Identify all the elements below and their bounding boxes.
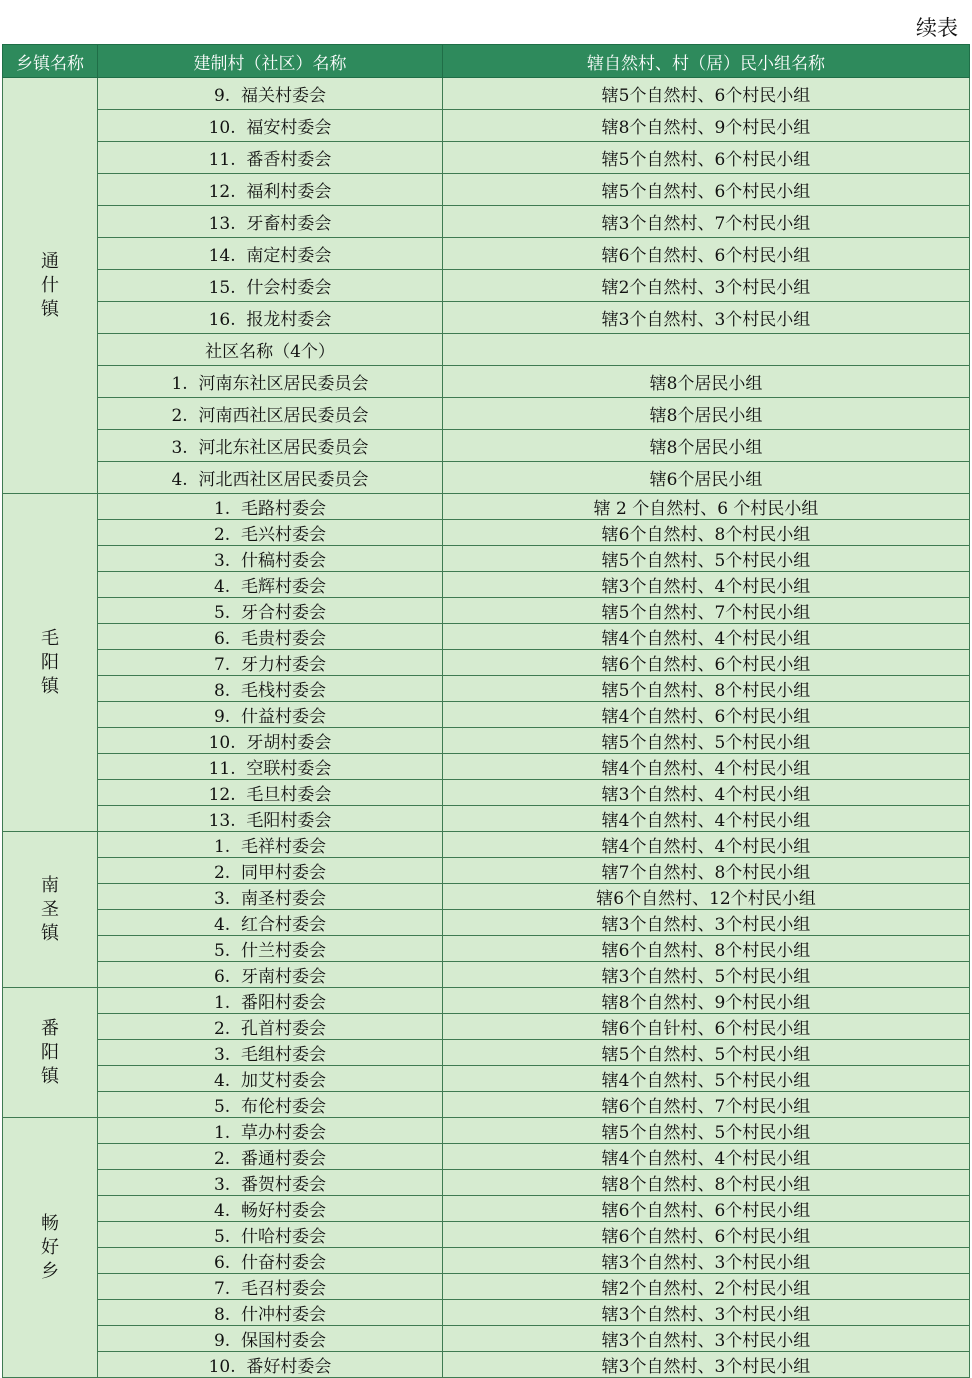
village-cell: 10. 番好村委会 xyxy=(98,1352,443,1378)
village-cell: 4. 河北西社区居民委员会 xyxy=(98,462,443,494)
table-row xyxy=(3,302,970,334)
table-row xyxy=(3,624,970,650)
village-cell: 7. 牙力村委会 xyxy=(98,650,443,676)
groups-cell: 辖3个自然村、5个村民小组 xyxy=(443,962,970,988)
groups-cell: 辖5个自然村、8个村民小组 xyxy=(443,676,970,702)
groups-cell: 辖4个自然村、4个村民小组 xyxy=(443,832,970,858)
village-cell: 8. 什冲村委会 xyxy=(98,1300,443,1326)
groups-cell: 辖8个自然村、8个村民小组 xyxy=(443,1170,970,1196)
groups-cell: 辖3个自然村、4个村民小组 xyxy=(443,780,970,806)
village-cell: 10. 牙胡村委会 xyxy=(98,728,443,754)
groups-cell: 辖5个自然村、5个村民小组 xyxy=(443,1118,970,1144)
town-name-char: 什 xyxy=(41,274,59,296)
village-table xyxy=(2,44,970,1378)
town-name-char: 阳 xyxy=(41,651,59,673)
groups-cell: 辖8个居民小组 xyxy=(443,398,970,430)
groups-cell: 辖5个自然村、5个村民小组 xyxy=(443,546,970,572)
groups-cell xyxy=(443,334,970,366)
table-row xyxy=(3,1066,970,1092)
groups-cell: 辖8个居民小组 xyxy=(443,430,970,462)
groups-cell: 辖3个自然村、3个村民小组 xyxy=(443,302,970,334)
table-row xyxy=(3,1326,970,1352)
groups-cell: 辖4个自然村、4个村民小组 xyxy=(443,1144,970,1170)
village-cell: 4. 畅好村委会 xyxy=(98,1196,443,1222)
table-row xyxy=(3,728,970,754)
table-row xyxy=(3,1248,970,1274)
groups-cell: 辖5个自然村、6个村民小组 xyxy=(443,142,970,174)
table-row xyxy=(3,936,970,962)
table-row xyxy=(3,398,970,430)
groups-cell: 辖6个自然村、6个村民小组 xyxy=(443,650,970,676)
table-row xyxy=(3,462,970,494)
header-groups: 辖自然村、村（居）民小组名称 xyxy=(443,45,970,78)
table-row xyxy=(3,806,970,832)
groups-cell: 辖4个自然村、4个村民小组 xyxy=(443,754,970,780)
village-cell: 6. 牙南村委会 xyxy=(98,962,443,988)
village-cell: 2. 同甲村委会 xyxy=(98,858,443,884)
table-row xyxy=(3,780,970,806)
continued-table-note: 续表 xyxy=(916,16,958,40)
table-row xyxy=(3,1092,970,1118)
town-name-char: 好 xyxy=(41,1236,59,1258)
town-name-char: 畅 xyxy=(41,1212,59,1234)
groups-cell: 辖6个自然村、6个村民小组 xyxy=(443,1222,970,1248)
table-row xyxy=(3,1170,970,1196)
table-row xyxy=(3,884,970,910)
village-cell: 5. 什哈村委会 xyxy=(98,1222,443,1248)
groups-cell: 辖8个自然村、9个村民小组 xyxy=(443,988,970,1014)
village-cell: 1. 草办村委会 xyxy=(98,1118,443,1144)
table-row xyxy=(3,1196,970,1222)
table-row xyxy=(3,238,970,270)
village-cell: 2. 孔首村委会 xyxy=(98,1014,443,1040)
header-town: 乡镇名称 xyxy=(3,45,98,78)
table-row xyxy=(3,650,970,676)
village-cell: 9. 什益村委会 xyxy=(98,702,443,728)
village-cell: 1. 毛祥村委会 xyxy=(98,832,443,858)
town-name-char: 番 xyxy=(41,1017,59,1039)
town-name-char: 镇 xyxy=(41,922,59,944)
table-row xyxy=(3,366,970,398)
village-cell: 9. 福关村委会 xyxy=(98,78,443,110)
village-cell: 社区名称（4个） xyxy=(98,334,443,366)
groups-cell: 辖4个自然村、4个村民小组 xyxy=(443,624,970,650)
town-name-char: 乡 xyxy=(41,1260,59,1282)
groups-cell: 辖6个自然村、12个村民小组 xyxy=(443,884,970,910)
groups-cell: 辖5个自然村、5个村民小组 xyxy=(443,1040,970,1066)
town-name-char: 通 xyxy=(41,250,59,272)
village-cell: 12. 福利村委会 xyxy=(98,174,443,206)
town-name-cell xyxy=(3,1118,98,1378)
groups-cell: 辖3个自然村、3个村民小组 xyxy=(443,910,970,936)
groups-cell: 辖2个自然村、3个村民小组 xyxy=(443,270,970,302)
village-cell: 13. 牙畜村委会 xyxy=(98,206,443,238)
table-row xyxy=(3,520,970,546)
table-row xyxy=(3,1118,970,1144)
village-cell: 12. 毛旦村委会 xyxy=(98,780,443,806)
village-cell: 16. 报龙村委会 xyxy=(98,302,443,334)
table-row xyxy=(3,910,970,936)
groups-cell: 辖3个自然村、3个村民小组 xyxy=(443,1300,970,1326)
village-cell: 1. 河南东社区居民委员会 xyxy=(98,366,443,398)
table-row xyxy=(3,1222,970,1248)
town-name-cell xyxy=(3,494,98,832)
village-cell: 3. 河北东社区居民委员会 xyxy=(98,430,443,462)
village-cell: 2. 番通村委会 xyxy=(98,1144,443,1170)
table-row xyxy=(3,832,970,858)
groups-cell: 辖3个自然村、4个村民小组 xyxy=(443,572,970,598)
groups-cell: 辖5个自然村、5个村民小组 xyxy=(443,728,970,754)
village-cell: 6. 毛贵村委会 xyxy=(98,624,443,650)
table-row xyxy=(3,110,970,142)
village-cell: 5. 什兰村委会 xyxy=(98,936,443,962)
table-row xyxy=(3,174,970,206)
table-row xyxy=(3,78,970,110)
groups-cell: 辖8个居民小组 xyxy=(443,366,970,398)
groups-cell: 辖3个自然村、3个村民小组 xyxy=(443,1352,970,1378)
town-name-char: 圣 xyxy=(41,898,59,920)
village-cell: 4. 加艾村委会 xyxy=(98,1066,443,1092)
groups-cell: 辖6个自然村、7个村民小组 xyxy=(443,1092,970,1118)
groups-cell: 辖7个自然村、8个村民小组 xyxy=(443,858,970,884)
groups-cell: 辖6个自然村、8个村民小组 xyxy=(443,520,970,546)
table-header-row xyxy=(3,45,970,78)
village-cell: 1. 毛路村委会 xyxy=(98,494,443,520)
table-row xyxy=(3,1144,970,1170)
village-cell: 8. 毛栈村委会 xyxy=(98,676,443,702)
village-cell: 4. 毛辉村委会 xyxy=(98,572,443,598)
table-row xyxy=(3,206,970,238)
table-row xyxy=(3,270,970,302)
table-row xyxy=(3,546,970,572)
village-cell: 3. 什稿村委会 xyxy=(98,546,443,572)
table-row xyxy=(3,1352,970,1378)
table-body xyxy=(3,78,970,1378)
village-cell: 6. 什奋村委会 xyxy=(98,1248,443,1274)
groups-cell: 辖2个自然村、2个村民小组 xyxy=(443,1274,970,1300)
town-name-char: 毛 xyxy=(41,627,59,649)
groups-cell: 辖8个自然村、9个村民小组 xyxy=(443,110,970,142)
groups-cell: 辖5个自然村、6个村民小组 xyxy=(443,78,970,110)
village-cell: 15. 什会村委会 xyxy=(98,270,443,302)
table-row xyxy=(3,334,970,366)
groups-cell: 辖6个居民小组 xyxy=(443,462,970,494)
table-row xyxy=(3,1274,970,1300)
village-cell: 7. 毛召村委会 xyxy=(98,1274,443,1300)
village-cell: 5. 布伦村委会 xyxy=(98,1092,443,1118)
town-name-cell xyxy=(3,78,98,494)
village-cell: 5. 牙合村委会 xyxy=(98,598,443,624)
table-row xyxy=(3,430,970,462)
village-cell: 13. 毛阳村委会 xyxy=(98,806,443,832)
village-cell: 9. 保国村委会 xyxy=(98,1326,443,1352)
header-village: 建制村（社区）名称 xyxy=(98,45,443,78)
town-name-char: 镇 xyxy=(41,675,59,697)
table-row xyxy=(3,858,970,884)
table-row xyxy=(3,988,970,1014)
table-row xyxy=(3,962,970,988)
village-cell: 11. 番香村委会 xyxy=(98,142,443,174)
town-name-char: 南 xyxy=(41,874,59,896)
table-row xyxy=(3,1300,970,1326)
village-cell: 2. 毛兴村委会 xyxy=(98,520,443,546)
table-row xyxy=(3,1014,970,1040)
table-row xyxy=(3,572,970,598)
table-row xyxy=(3,142,970,174)
groups-cell: 辖5个自然村、6个村民小组 xyxy=(443,174,970,206)
groups-cell: 辖6个自针村、6个村民小组 xyxy=(443,1014,970,1040)
groups-cell: 辖 2 个自然村、6 个村民小组 xyxy=(443,494,970,520)
village-cell: 14. 南定村委会 xyxy=(98,238,443,270)
table-row xyxy=(3,702,970,728)
town-name-char: 镇 xyxy=(41,298,59,320)
village-cell: 11. 空联村委会 xyxy=(98,754,443,780)
table-row xyxy=(3,598,970,624)
table-row xyxy=(3,1040,970,1066)
village-cell: 10. 福安村委会 xyxy=(98,110,443,142)
table-row xyxy=(3,754,970,780)
town-name-char: 镇 xyxy=(41,1065,59,1087)
village-cell: 2. 河南西社区居民委员会 xyxy=(98,398,443,430)
table-row xyxy=(3,676,970,702)
village-cell: 3. 毛组村委会 xyxy=(98,1040,443,1066)
village-cell: 3. 南圣村委会 xyxy=(98,884,443,910)
groups-cell: 辖3个自然村、3个村民小组 xyxy=(443,1248,970,1274)
table-row xyxy=(3,494,970,520)
groups-cell: 辖4个自然村、4个村民小组 xyxy=(443,806,970,832)
town-name-char: 阳 xyxy=(41,1041,59,1063)
groups-cell: 辖4个自然村、5个村民小组 xyxy=(443,1066,970,1092)
town-name-cell xyxy=(3,832,98,988)
groups-cell: 辖6个自然村、8个村民小组 xyxy=(443,936,970,962)
village-cell: 4. 红合村委会 xyxy=(98,910,443,936)
groups-cell: 辖6个自然村、6个村民小组 xyxy=(443,238,970,270)
village-cell: 3. 番贺村委会 xyxy=(98,1170,443,1196)
village-cell: 1. 番阳村委会 xyxy=(98,988,443,1014)
groups-cell: 辖3个自然村、3个村民小组 xyxy=(443,1326,970,1352)
groups-cell: 辖3个自然村、7个村民小组 xyxy=(443,206,970,238)
town-name-cell xyxy=(3,988,98,1118)
groups-cell: 辖4个自然村、6个村民小组 xyxy=(443,702,970,728)
groups-cell: 辖6个自然村、6个村民小组 xyxy=(443,1196,970,1222)
groups-cell: 辖5个自然村、7个村民小组 xyxy=(443,598,970,624)
